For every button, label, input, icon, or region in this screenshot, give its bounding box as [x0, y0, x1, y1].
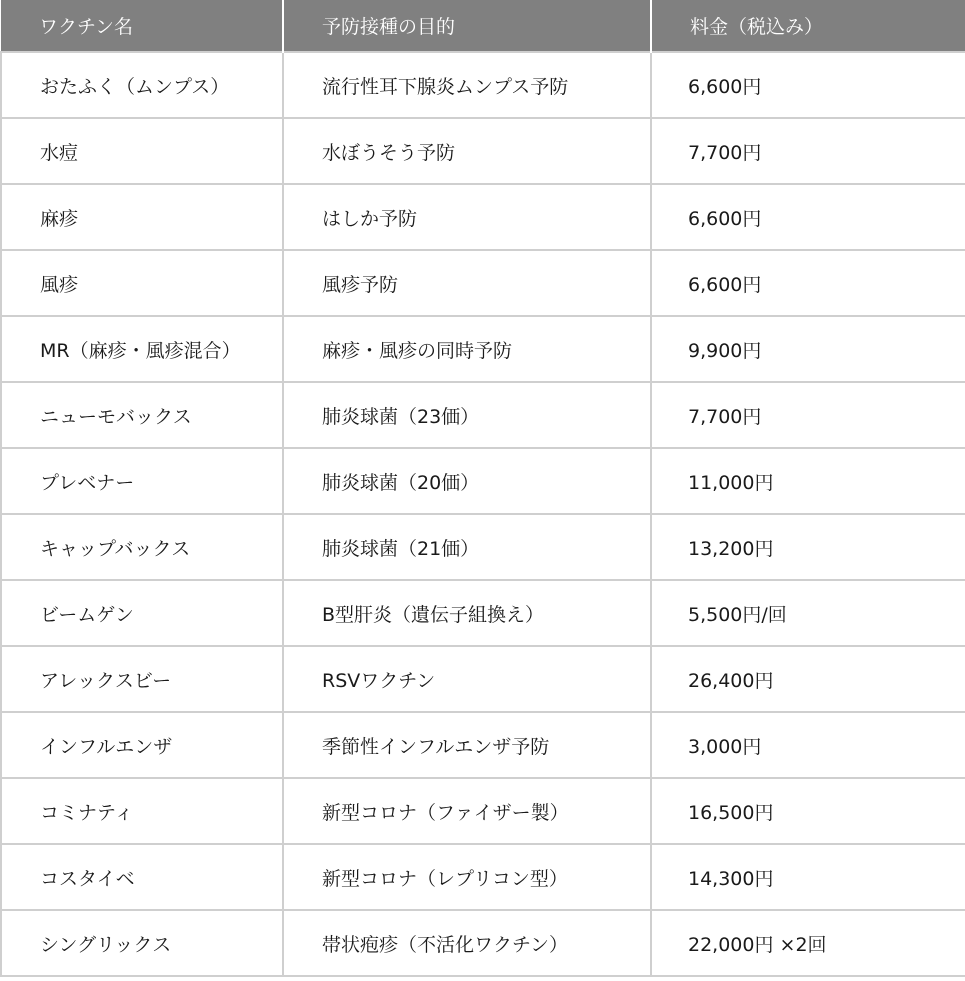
- table-row: [1, 118, 965, 184]
- purpose-cell: 新型コロナ（ファイザー製）: [283, 778, 651, 844]
- vaccine-name-cell: おたふく（ムンプス）: [1, 52, 283, 118]
- table-row: [1, 910, 965, 976]
- vaccine-name-cell: MR（麻疹・風疹混合）: [1, 316, 283, 382]
- purpose-cell: 流行性耳下腺炎ムンプス予防: [283, 52, 651, 118]
- vaccine-name-cell: コスタイベ: [1, 844, 283, 910]
- vaccine-name-cell: インフルエンザ: [1, 712, 283, 778]
- vaccine-name-cell: プレベナー: [1, 448, 283, 514]
- table-row: [1, 250, 965, 316]
- table-row: [1, 448, 965, 514]
- vaccine-name-cell: ニューモバックス: [1, 382, 283, 448]
- vaccine-name-cell: コミナティ: [1, 778, 283, 844]
- purpose-cell: 麻疹・風疹の同時予防: [283, 316, 651, 382]
- purpose-cell: 肺炎球菌（23価）: [283, 382, 651, 448]
- table-row: [1, 844, 965, 910]
- table-row: [1, 316, 965, 382]
- purpose-cell: RSVワクチン: [283, 646, 651, 712]
- vaccine-name-cell: 水痘: [1, 118, 283, 184]
- table-row: [1, 52, 965, 118]
- purpose-cell: 肺炎球菌（21価）: [283, 514, 651, 580]
- price-cell: 13,200円: [651, 514, 965, 580]
- table-row: [1, 514, 965, 580]
- price-cell: 26,400円: [651, 646, 965, 712]
- header-vaccine-name: ワクチン名: [1, 0, 283, 52]
- purpose-cell: B型肝炎（遺伝子組換え）: [283, 580, 651, 646]
- purpose-cell: 風疹予防: [283, 250, 651, 316]
- table-row: [1, 382, 965, 448]
- price-cell: 7,700円: [651, 382, 965, 448]
- vaccine-name-cell: ビームゲン: [1, 580, 283, 646]
- header-price: 料金（税込み）: [651, 0, 965, 52]
- table-row: [1, 580, 965, 646]
- price-cell: 6,600円: [651, 184, 965, 250]
- price-cell: 22,000円 ×2回: [651, 910, 965, 976]
- purpose-cell: はしか予防: [283, 184, 651, 250]
- vaccine-name-cell: キャップバックス: [1, 514, 283, 580]
- purpose-cell: 季節性インフルエンザ予防: [283, 712, 651, 778]
- price-cell: 14,300円: [651, 844, 965, 910]
- purpose-cell: 肺炎球菌（20価）: [283, 448, 651, 514]
- table-row: [1, 712, 965, 778]
- table-body: [1, 52, 965, 976]
- vaccine-name-cell: アレックスビー: [1, 646, 283, 712]
- vaccine-name-cell: 風疹: [1, 250, 283, 316]
- price-cell: 16,500円: [651, 778, 965, 844]
- vaccine-name-cell: 麻疹: [1, 184, 283, 250]
- price-cell: 11,000円: [651, 448, 965, 514]
- table-row: [1, 184, 965, 250]
- vaccine-name-cell: シングリックス: [1, 910, 283, 976]
- price-cell: 7,700円: [651, 118, 965, 184]
- table-header-row: [1, 0, 965, 52]
- table-row: [1, 646, 965, 712]
- price-cell: 5,500円/回: [651, 580, 965, 646]
- header-purpose: 予防接種の目的: [283, 0, 651, 52]
- price-cell: 9,900円: [651, 316, 965, 382]
- purpose-cell: 新型コロナ（レプリコン型）: [283, 844, 651, 910]
- purpose-cell: 水ぼうそう予防: [283, 118, 651, 184]
- purpose-cell: 帯状疱疹（不活化ワクチン）: [283, 910, 651, 976]
- price-cell: 6,600円: [651, 250, 965, 316]
- price-cell: 6,600円: [651, 52, 965, 118]
- table-row: [1, 778, 965, 844]
- price-cell: 3,000円: [651, 712, 965, 778]
